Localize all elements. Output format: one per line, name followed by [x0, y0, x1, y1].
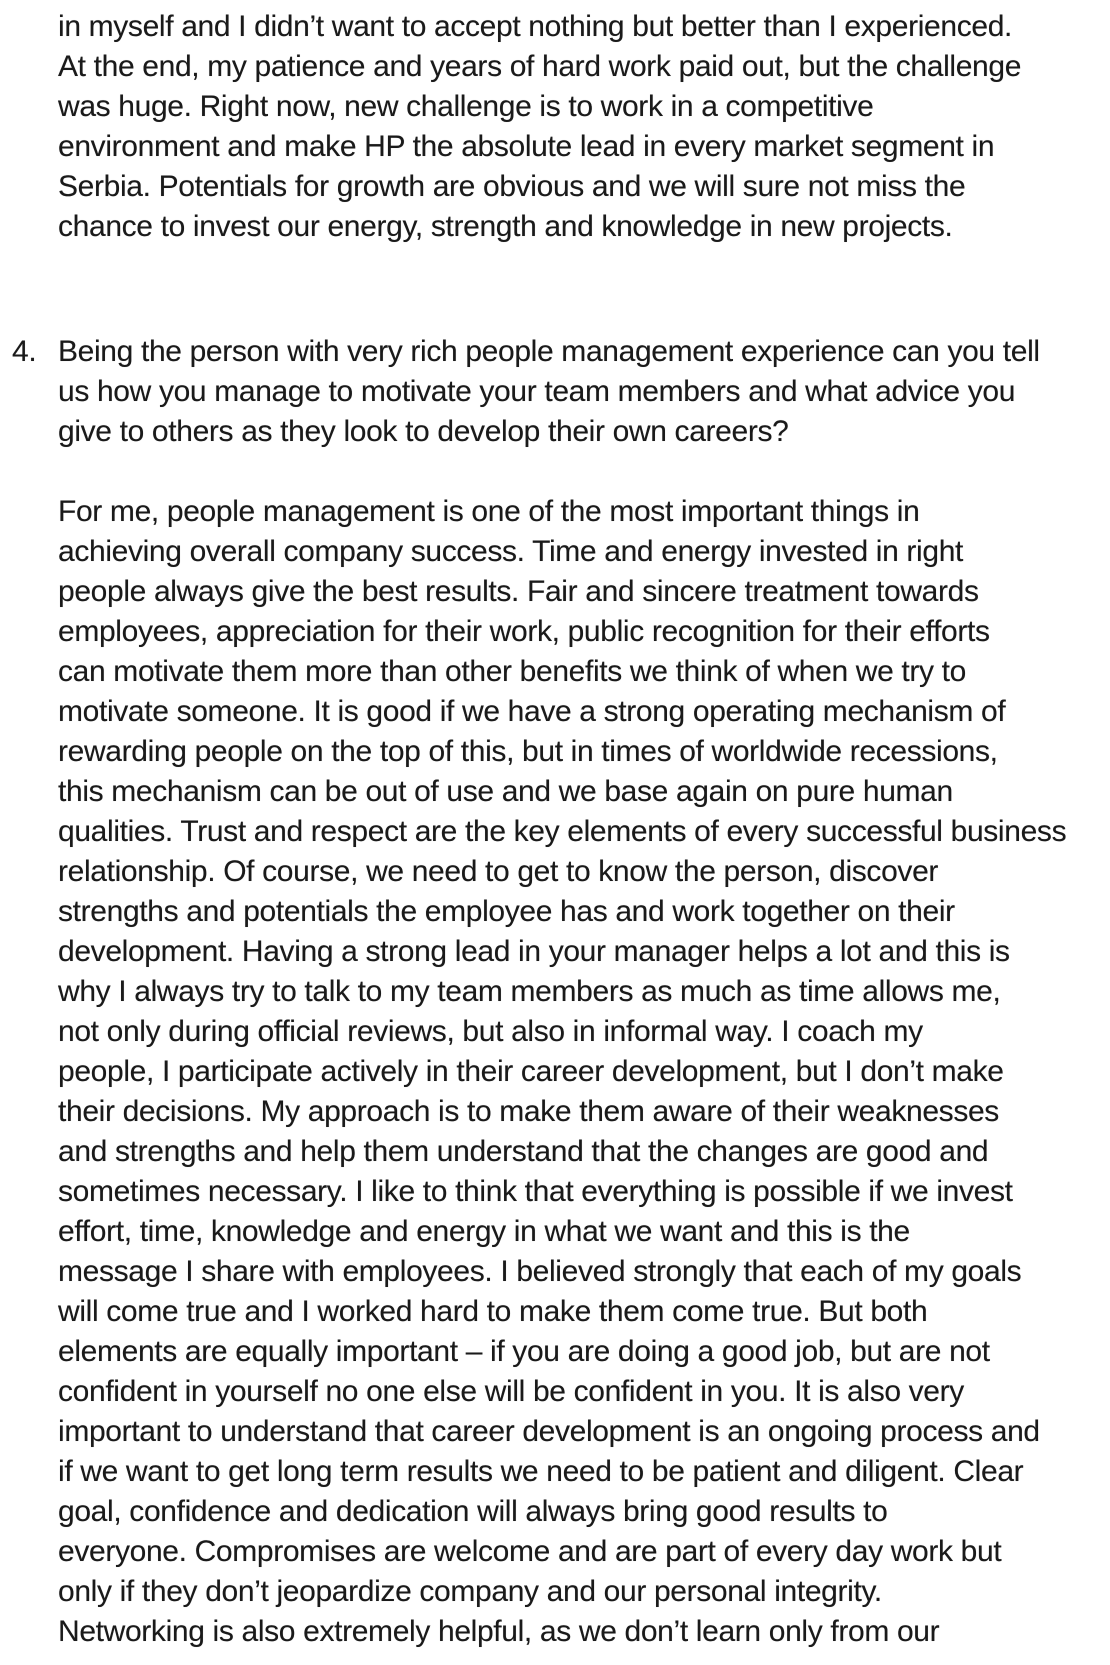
- text-line: people, I participate actively in their career development, but I don’t make: [58, 1055, 1004, 1088]
- text-line: effort, time, knowledge and energy in what we want and this is the: [58, 1215, 910, 1248]
- text-line: not only during official reviews, but also in informal way. I coach my: [58, 1015, 923, 1048]
- text-line: environment and make HP the absolute lead in every market segment in: [58, 130, 995, 163]
- text-line: Serbia. Potentials for growth are obvious and we will sure not miss the: [58, 170, 966, 203]
- text-line: and strengths and help them understand that the changes are good and: [58, 1135, 989, 1168]
- text-line: only if they don’t jeopardize company and our personal integrity.: [58, 1575, 882, 1608]
- text-line: message I share with employees. I believed strongly that each of my goals: [58, 1255, 1022, 1288]
- text-line: if we want to get long term results we need to be patient and diligent. Clear: [58, 1455, 1024, 1488]
- text-line: everyone. Compromises are welcome and are part of every day work but: [58, 1535, 1002, 1568]
- text-line: At the end, my patience and years of hard work paid out, but the challenge: [58, 50, 1022, 83]
- text-line: motivate someone. It is good if we have a strong operating mechanism of: [58, 695, 1006, 728]
- text-line: development. Having a strong lead in your manager helps a lot and this is: [58, 935, 1010, 968]
- text-line: chance to invest our energy, strength and knowledge in new projects.: [58, 210, 953, 243]
- text-line: in myself and I didn’t want to accept nothing but better than I experienced.: [58, 10, 1013, 43]
- text-line: rewarding people on the top of this, but in times of worldwide recessions,: [58, 735, 998, 768]
- text-line: achieving overall company success. Time and energy invested in right: [58, 535, 964, 568]
- question-text: [58, 332, 1090, 452]
- text-line: can motivate them more than other benefits we think of when we try to: [58, 655, 966, 688]
- text-line: elements are equally important – if you are doing a good job, but are not: [58, 1335, 990, 1368]
- answer-paragraph: [58, 492, 1090, 1652]
- text-line: relationship. Of course, we need to get to know the person, discover: [58, 855, 939, 888]
- text-line: employees, appreciation for their work, public recognition for their efforts: [58, 615, 990, 648]
- text-line: confident in yourself no one else will be confident in you. It is also very: [58, 1375, 964, 1408]
- text-line: why I always try to talk to my team members as much as time allows me,: [58, 975, 1001, 1008]
- text-line: was huge. Right now, new challenge is to work in a competitive: [58, 90, 874, 123]
- text-line: goal, confidence and dedication will always bring good results to: [58, 1495, 888, 1528]
- text-line: Being the person with very rich people management experience can you tell: [58, 335, 1040, 368]
- text-line: sometimes necessary. I like to think that everything is possible if we invest: [58, 1175, 1013, 1208]
- text-line: give to others as they look to develop their own careers?: [58, 415, 789, 448]
- text-line: their decisions. My approach is to make them aware of their weaknesses: [58, 1095, 999, 1128]
- text-line: qualities. Trust and respect are the key elements of every successful business: [58, 815, 1067, 848]
- text-line: us how you manage to motivate your team members and what advice you: [58, 375, 1016, 408]
- text-line: this mechanism can be out of use and we base again on pure human: [58, 775, 953, 808]
- text-line: people always give the best results. Fair and sincere treatment towards: [58, 575, 979, 608]
- text-line: strengths and potentials the employee has and work together on their: [58, 895, 955, 928]
- text-line: For me, people management is one of the most important things in: [58, 495, 920, 528]
- text-line: will come true and I worked hard to make them come true. But both: [58, 1295, 928, 1328]
- text-line: Networking is also extremely helpful, as we don’t learn only from our: [58, 1615, 940, 1648]
- question-number: 4.: [12, 335, 37, 368]
- text-line: important to understand that career development is an ongoing process and: [58, 1415, 1040, 1448]
- intro-paragraph: [58, 7, 1090, 247]
- question-item-4: [12, 332, 1090, 452]
